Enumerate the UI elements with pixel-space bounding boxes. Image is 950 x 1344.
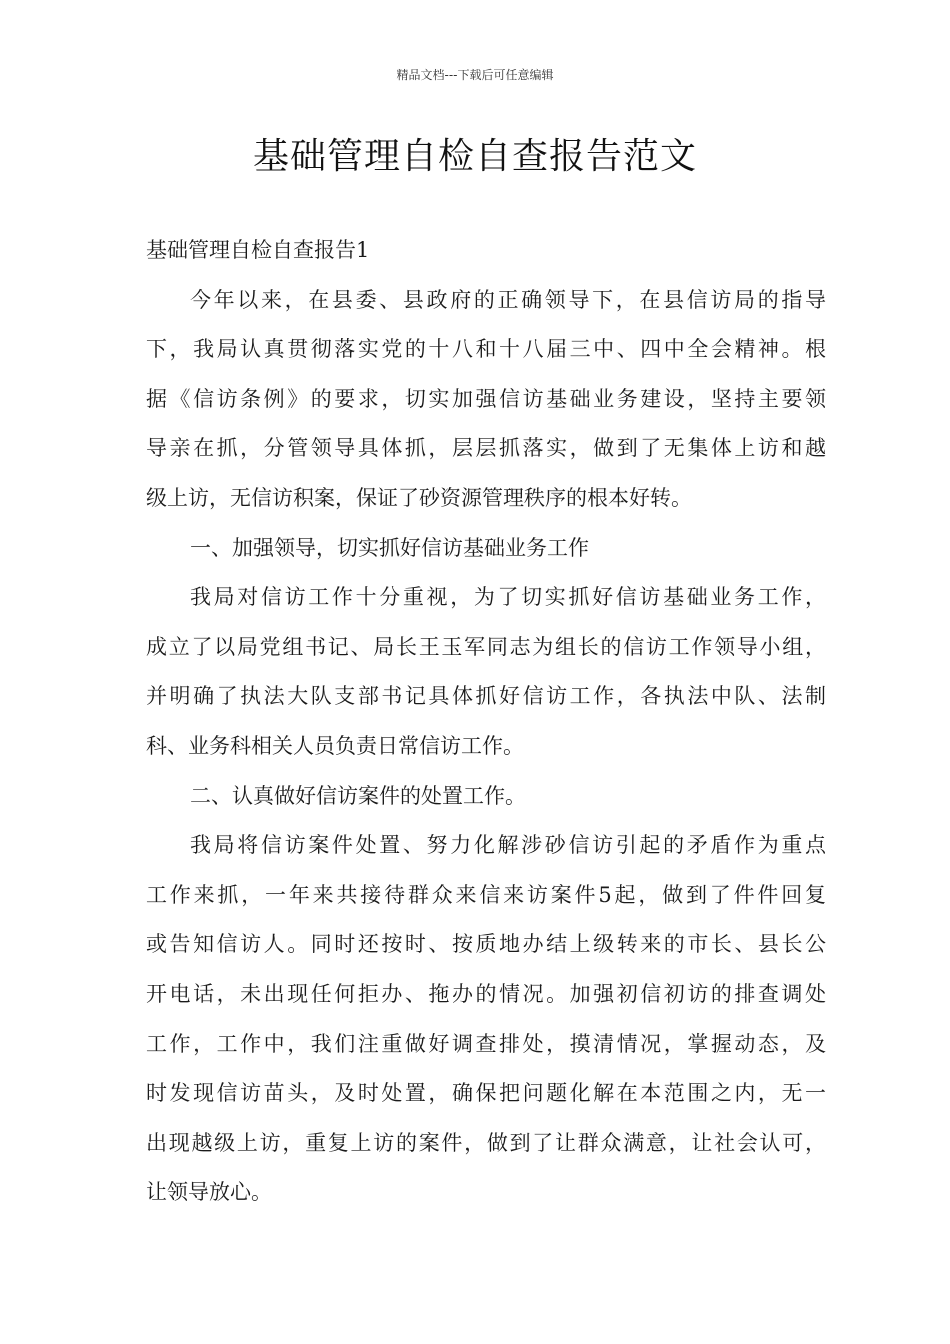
page-header-note: 精品文档---下载后可任意编辑 <box>396 68 554 82</box>
body-text-line: 科、业务科相关人员负责日常信访工作。 <box>146 733 524 758</box>
body-text-line: 二、认真做好信访案件的处置工作。 <box>190 783 526 808</box>
body-text-line: 基础管理自检自查报告1 <box>146 238 370 262</box>
body-text-line: 开电话，未出现任何拒办、拖办的情况。加强初信初访的排查调处 <box>146 981 826 1006</box>
body-text-line: 导亲在抓，分管领导具体抓，层层抓落实，做到了无集体上访和越 <box>146 436 826 461</box>
body-text-line: 工作，工作中，我们注重做好调查排处，摸清情况，掌握动态，及 <box>146 1031 826 1056</box>
body-text-line: 让领导放心。 <box>146 1180 272 1205</box>
body-text-line: 级上访，无信访积案，保证了砂资源管理秩序的根本好转。 <box>146 485 692 510</box>
body-text-line: 我局将信访案件处置、努力化解涉砂信访引起的矛盾作为重点 <box>190 833 826 858</box>
document-body <box>146 226 826 1218</box>
body-text-line: 并明确了执法大队支部书记具体抓好信访工作，各执法中队、法制 <box>146 684 826 709</box>
document-title: 基础管理自检自查报告范文 <box>252 136 697 177</box>
body-text-line: 成立了以局党组书记、局长王玉军同志为组长的信访工作领导小组， <box>146 634 826 659</box>
body-text-line: 据《信访条例》的要求，切实加强信访基础业务建设，坚持主要领 <box>146 386 826 411</box>
body-text-line: 出现越级上访，重复上访的案件，做到了让群众满意，让社会认可， <box>146 1130 826 1155</box>
body-text-line: 或告知信访人。同时还按时、按质地办结上级转来的市长、县长公 <box>146 932 826 957</box>
body-text-line: 下，我局认真贯彻落实党的十八和十八届三中、四中全会精神。根 <box>146 337 826 362</box>
body-text-line: 我局对信访工作十分重视，为了切实抓好信访基础业务工作， <box>190 585 826 610</box>
body-text-line: 今年以来，在县委、县政府的正确领导下，在县信访局的指导 <box>190 287 826 312</box>
body-text-line: 一、加强领导，切实抓好信访基础业务工作 <box>190 535 589 560</box>
body-text-line: 时发现信访苗头，及时处置，确保把问题化解在本范围之内，无一 <box>146 1081 826 1106</box>
body-text-line: 工作来抓，一年来共接待群众来信来访案件5起，做到了件件回复 <box>146 882 826 907</box>
